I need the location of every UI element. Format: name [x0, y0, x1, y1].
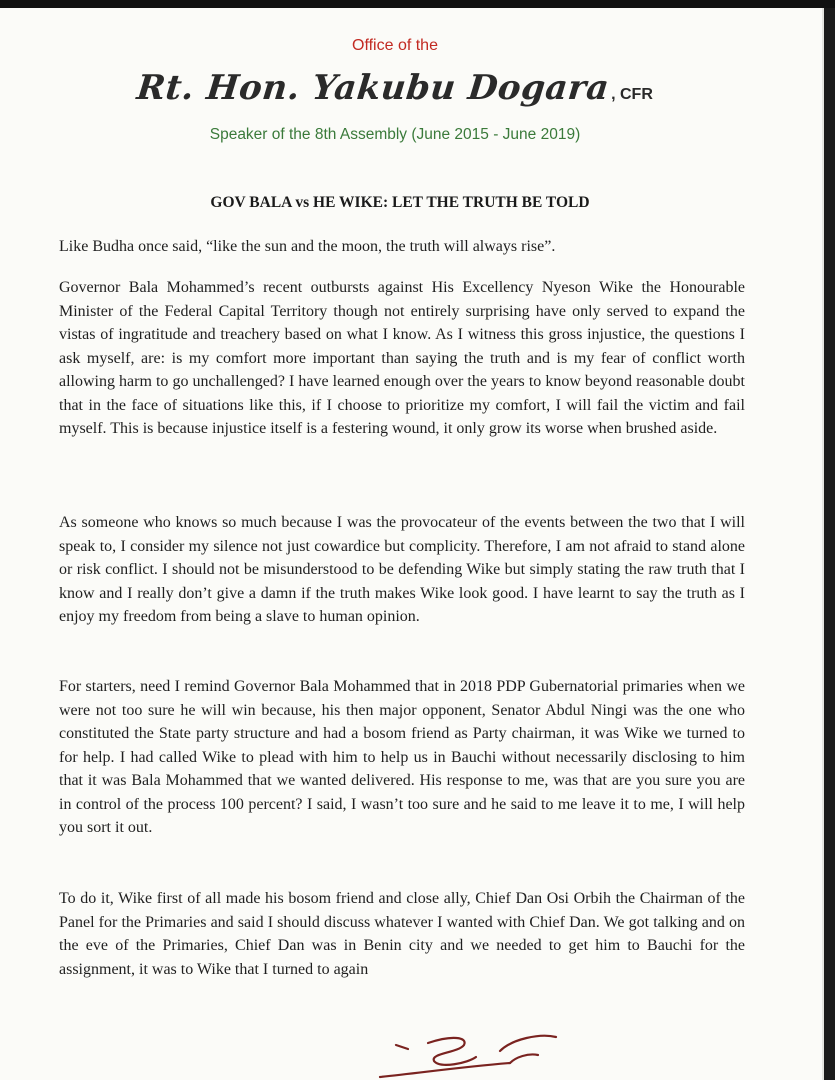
paragraph-1: Like Budha once said, “like the sun and the moon, the truth will always rise”. — [59, 238, 556, 255]
paragraph-4: For starters, need I remind Governor Bala Mohammed that in 2018 PDP Gubernatorial primaries when we were not too sure he will win because, his then major opponent, Senator Abdul Ningi was the one who constituted the State party structure and had a bosom friend as Party chairman, it was Wike we turned to for help. I had called Wike to plead with him to help us in Bauchi without necessarily disclosing to him that it was Bala Mohammed that we wanted delivered. His response to me, was that are you sure you are in control of the process 100 percent? I said, I wasn’t too sure and he said to me leave it to me, I will help you sort it out. — [59, 678, 745, 836]
letterhead-name: Rt. Hon. Yakubu Dogara — [134, 68, 612, 108]
paragraph-5: To do it, Wike first of all made his bosom friend and close ally, Chief Dan Osi Orbih the Chairman of the Panel for the Primaries and said I should discuss whatever I wanted with Chief Dan. We got talking and on the eve of the Primaries, Chief Dan was in Benin city and we needed to get him to Bauchi for the assignment, it was to Wike that I turned to again — [59, 890, 745, 978]
letter-headline: GOV BALA vs HE WIKE: LET THE TRUTH BE TOLD — [210, 194, 590, 211]
paragraph-3: As someone who knows so much because I was the provocateur of the events between the two that I will speak to, I consider my silence not just cowardice but complicity. Therefore, I am not afraid to stand alone or risk conflict. I should not be misunderstood to be defending Wike but simply stating the raw truth that I know and I really don’t give a damn if the truth makes Wike look good. I have learnt to say the truth as I enjoy my freedom from being a slave to human opinion. — [59, 514, 745, 625]
letterhead-position: Speaker of the 8th Assembly (June 2015 - June 2019) — [209, 126, 581, 143]
paragraph-2: Governor Bala Mohammed’s recent outbursts against His Excellency Nyeson Wike the Honourable Minister of the Federal Capital Territory though not entirely surprising have only served to expand the vistas of ingratitude and treachery based on what I know. As I witness this gross injustice, the questions I ask myself, are: is my comfort more important than saying the truth and is my fear of conflict worth allowing harm to go unchallenged? I have learned enough over the years to know beyond reasonable doubt that in the face of situations like this, if I choose to prioritize my comfort, I will fail the victim and fail myself. This is because injustice itself is a festering wound, it only grow its worse when brushed aside. — [59, 279, 745, 437]
signature-icon — [360, 1023, 590, 1080]
letterhead-office: Office of the — [352, 37, 438, 54]
top-bar — [0, 0, 835, 8]
letter-page — [0, 8, 824, 1080]
letterhead-name-row — [0, 68, 790, 108]
letterhead-suffix: , CFR — [611, 86, 653, 103]
